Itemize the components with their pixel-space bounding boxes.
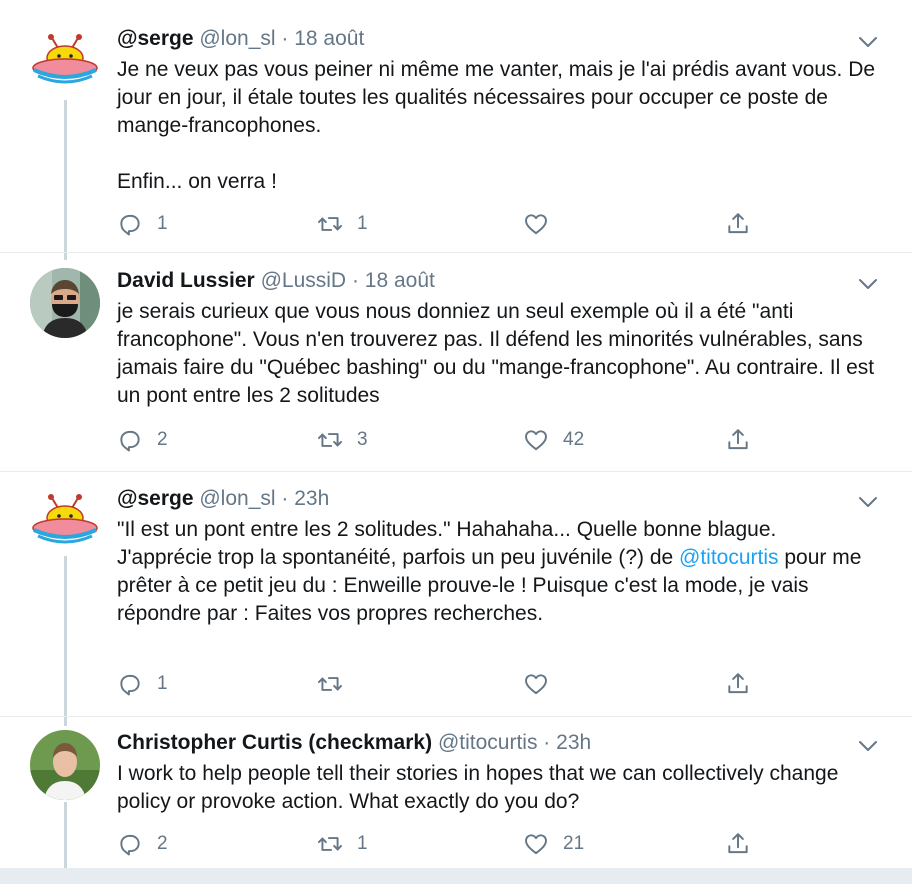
tweet-header bbox=[117, 26, 364, 52]
avatar[interactable] bbox=[30, 486, 100, 556]
author-name[interactable]: @serge bbox=[117, 487, 194, 510]
chevron-down-icon[interactable] bbox=[856, 738, 880, 754]
person-avatar-icon bbox=[30, 268, 100, 338]
share-button[interactable] bbox=[725, 829, 751, 859]
retweet-count: 3 bbox=[357, 429, 368, 450]
retweet-icon bbox=[317, 831, 343, 857]
ufo-avatar-icon bbox=[30, 486, 100, 556]
tweet-actions bbox=[117, 669, 777, 699]
timestamp[interactable]: 23h bbox=[294, 487, 330, 510]
timestamp[interactable]: 18 août bbox=[294, 27, 365, 50]
ufo-avatar-icon bbox=[30, 26, 100, 96]
heart-icon bbox=[523, 831, 549, 857]
tweet[interactable] bbox=[0, 486, 912, 716]
tweet-actions bbox=[117, 209, 777, 239]
bottom-divider bbox=[0, 868, 912, 884]
retweet-count: 1 bbox=[357, 833, 368, 854]
author-handle[interactable]: @lon_sl bbox=[199, 27, 276, 50]
author-name[interactable]: @serge bbox=[117, 27, 194, 50]
like-count: 42 bbox=[563, 429, 585, 450]
reply-button[interactable] bbox=[117, 209, 168, 239]
like-count: 21 bbox=[563, 833, 585, 854]
separator-dot: · bbox=[281, 487, 289, 510]
share-button[interactable] bbox=[725, 209, 751, 239]
tweet-actions bbox=[117, 425, 777, 455]
retweet-icon bbox=[317, 671, 343, 697]
like-button[interactable] bbox=[523, 425, 584, 455]
avatar[interactable] bbox=[30, 730, 100, 800]
chevron-down-icon[interactable] bbox=[856, 276, 880, 292]
retweet-button[interactable] bbox=[317, 829, 368, 859]
like-button[interactable] bbox=[523, 669, 563, 699]
author-handle[interactable]: @lon_sl bbox=[199, 487, 276, 510]
separator-dot: · bbox=[351, 269, 359, 292]
reply-count: 2 bbox=[157, 429, 168, 450]
reply-icon bbox=[117, 671, 143, 697]
tweet-text: I work to help people tell their stories in hopes that we can collectively change policy or provoke action. What exactly do you do? bbox=[117, 762, 845, 813]
heart-icon bbox=[523, 671, 549, 697]
reply-button[interactable] bbox=[117, 425, 168, 455]
retweet-count: 1 bbox=[357, 213, 368, 234]
like-button[interactable] bbox=[523, 209, 563, 239]
timestamp[interactable]: 18 août bbox=[364, 269, 435, 292]
tweet-header bbox=[117, 486, 329, 512]
chevron-down-icon[interactable] bbox=[856, 34, 880, 50]
reply-icon bbox=[117, 211, 143, 237]
heart-icon bbox=[523, 427, 549, 453]
heart-icon bbox=[523, 211, 549, 237]
tweet-header bbox=[117, 730, 591, 756]
divider bbox=[0, 471, 912, 472]
share-icon bbox=[725, 831, 751, 857]
reply-count: 2 bbox=[157, 833, 168, 854]
reply-icon bbox=[117, 427, 143, 453]
chevron-down-icon[interactable] bbox=[856, 494, 880, 510]
reply-button[interactable] bbox=[117, 669, 168, 699]
retweet-button[interactable] bbox=[317, 669, 357, 699]
avatar[interactable] bbox=[30, 26, 100, 96]
person-avatar-icon bbox=[30, 730, 100, 800]
divider bbox=[0, 252, 912, 253]
reply-count: 1 bbox=[157, 213, 168, 234]
tweet[interactable] bbox=[0, 26, 912, 260]
separator-dot: · bbox=[543, 731, 551, 754]
tweet-text: Je ne veux pas vous peiner ni même me vanter, mais je l'ai prédis avant vous. De jour en jour, il étale toutes les qualités nécessaires pour occuper ce poste de mange-francophones. Enfin... on verra ! bbox=[117, 58, 876, 193]
author-name[interactable]: David Lussier bbox=[117, 269, 255, 292]
author-name[interactable]: Christopher Curtis (checkmark) bbox=[117, 731, 433, 754]
share-icon bbox=[725, 427, 751, 453]
author-handle[interactable]: @titocurtis bbox=[437, 731, 538, 754]
divider bbox=[0, 716, 912, 717]
like-button[interactable] bbox=[523, 829, 584, 859]
share-button[interactable] bbox=[725, 425, 751, 455]
tweet-actions bbox=[117, 829, 777, 859]
tweet[interactable] bbox=[0, 730, 912, 868]
reply-button[interactable] bbox=[117, 829, 168, 859]
reply-count: 1 bbox=[157, 673, 168, 694]
timestamp[interactable]: 23h bbox=[556, 731, 592, 754]
retweet-button[interactable] bbox=[317, 425, 368, 455]
avatar[interactable] bbox=[30, 268, 100, 338]
retweet-icon bbox=[317, 427, 343, 453]
share-icon bbox=[725, 671, 751, 697]
reply-icon bbox=[117, 831, 143, 857]
share-icon bbox=[725, 211, 751, 237]
tweet-header bbox=[117, 268, 435, 294]
mention-link[interactable]: @titocurtis bbox=[679, 546, 779, 569]
tweet[interactable] bbox=[0, 268, 912, 468]
share-button[interactable] bbox=[725, 669, 751, 699]
tweet-text-part: pour me prêter à ce petit jeu du : Enweille prouve-le ! Puisque c'est la mode, je vais répondre par : Faites vos propres recherches. bbox=[117, 546, 868, 625]
tweet-text bbox=[117, 516, 877, 628]
separator-dot: · bbox=[281, 27, 289, 50]
tweet-text-part: "Il est un pont entre les 2 solitudes." Hahahaha... Quelle bonne blague. J'apprécie trop la spontanéité, parfois un peu juvénile (?) de bbox=[117, 518, 783, 569]
retweet-button[interactable] bbox=[317, 209, 368, 239]
author-handle[interactable]: @LussiD bbox=[260, 269, 347, 292]
retweet-icon bbox=[317, 211, 343, 237]
tweet-text: je serais curieux que vous nous donniez un seul exemple où il a été "anti francophone". Vous n'en trouverez pas. Il défend les minorités vulnérables, sans jamais faire du "Québec bashing" ou du "mange-francophone". Au contraire. Il est un pont entre les 2 solitudes bbox=[117, 300, 880, 407]
